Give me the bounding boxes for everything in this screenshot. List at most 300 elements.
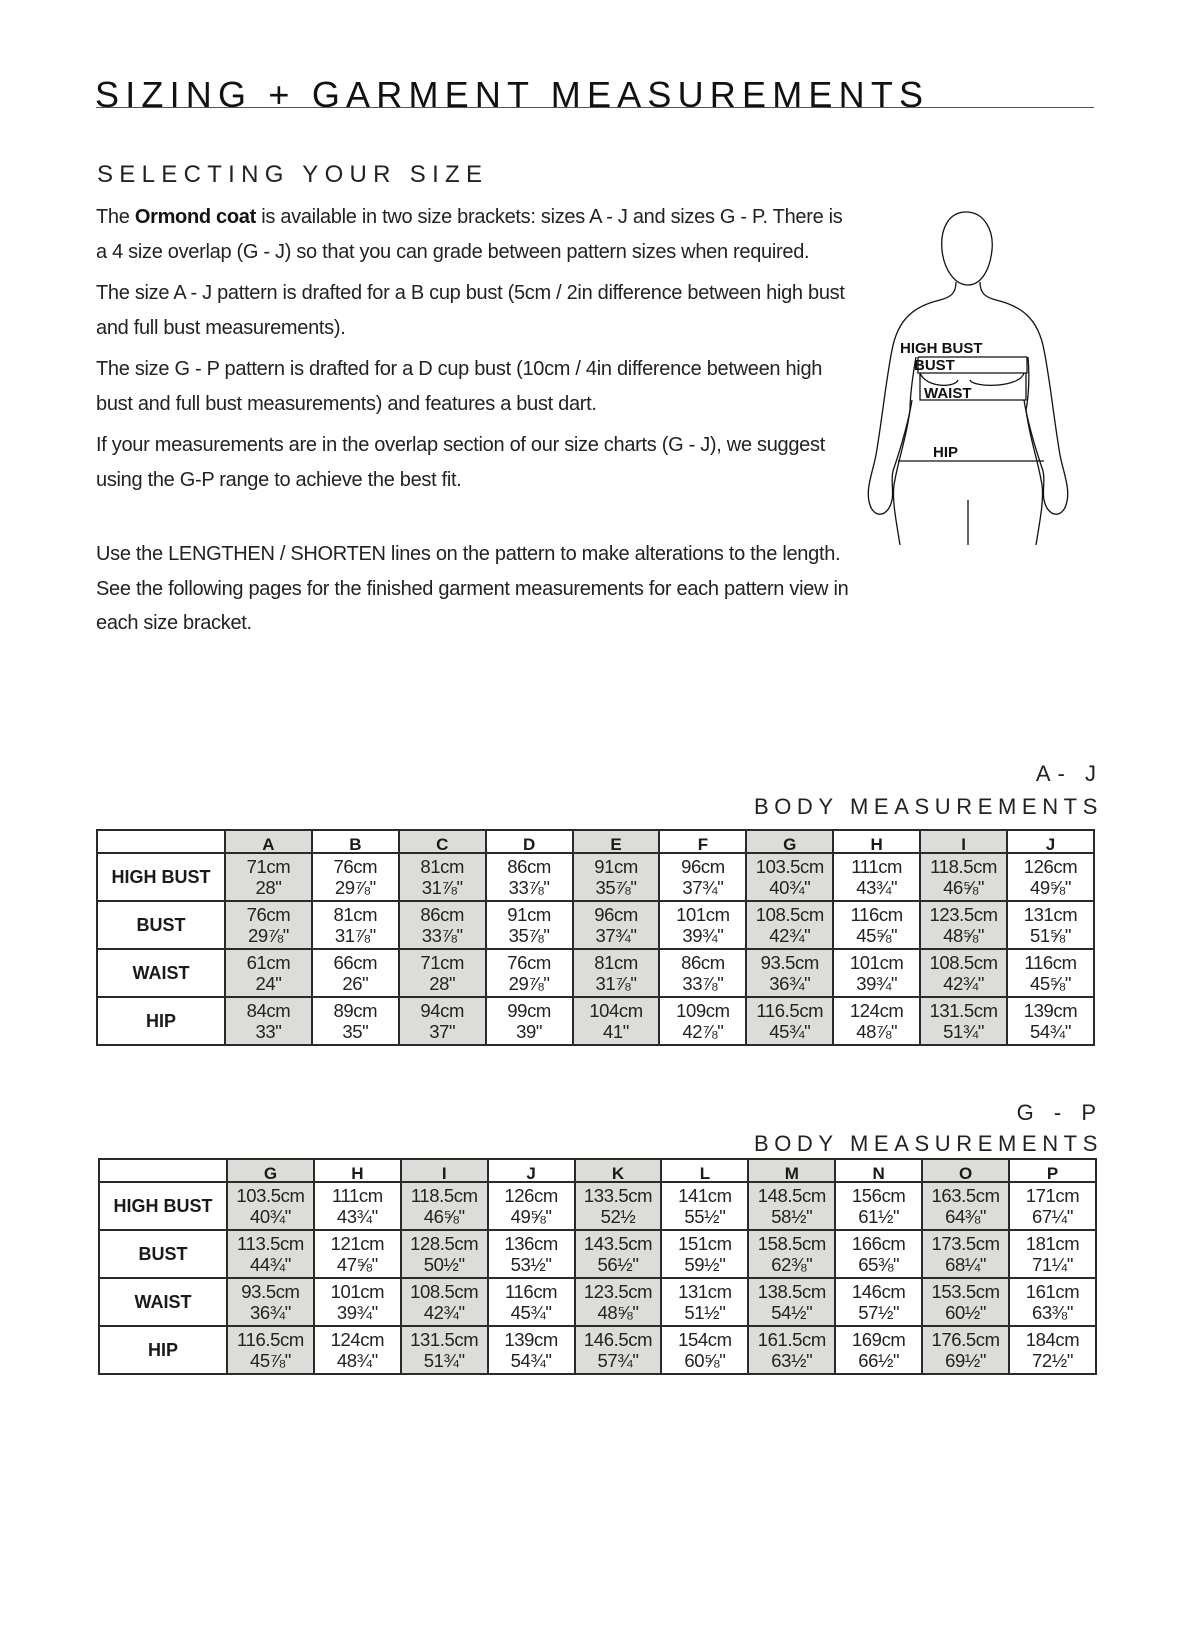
measurement-cell xyxy=(835,1278,922,1326)
value-cm: 118.5cm xyxy=(410,1185,478,1206)
value-cm: 133.5cm xyxy=(583,1185,653,1206)
value-cm: 121cm xyxy=(330,1233,385,1254)
measurement-cell xyxy=(746,949,833,997)
measurement-cell xyxy=(575,1278,662,1326)
value-inches: 51⅝" xyxy=(1030,925,1071,946)
measurement-label: WAIST xyxy=(99,1278,227,1326)
value-inches: 58½" xyxy=(771,1206,813,1227)
measurement-label: HIP xyxy=(99,1326,227,1374)
value-cm: 146.5cm xyxy=(583,1329,653,1350)
value-inches: 44¾" xyxy=(249,1254,291,1275)
value-cm: 71cm xyxy=(246,856,291,877)
measurement-cell xyxy=(748,1326,835,1374)
value-cm: 111cm xyxy=(851,856,903,877)
value-cm: 116cm xyxy=(850,904,903,925)
size-header-row xyxy=(97,830,1094,853)
measurement-row xyxy=(99,1326,1096,1374)
value-inches: 37" xyxy=(429,1021,456,1042)
value-inches: 51¾" xyxy=(943,1021,985,1042)
value-cm: 163.5cm xyxy=(931,1185,1000,1206)
size-header: O xyxy=(922,1159,1009,1182)
measurement-cell xyxy=(312,901,399,949)
corner-cell xyxy=(97,830,225,853)
value-inches: 26" xyxy=(342,973,369,994)
measurement-cell xyxy=(748,1230,835,1278)
value-inches: 45⅝" xyxy=(856,925,898,946)
value-cm: 128.5cm xyxy=(410,1233,479,1254)
value-cm: 91cm xyxy=(507,904,551,925)
value-inches: 46⅝" xyxy=(423,1206,465,1227)
measurement-cell xyxy=(746,997,833,1045)
value-cm: 176.5cm xyxy=(931,1329,1000,1350)
measurement-cell xyxy=(488,1182,575,1230)
measurement-cell xyxy=(488,1326,575,1374)
value-cm: 66cm xyxy=(333,952,378,973)
measurement-cell xyxy=(314,1230,401,1278)
value-cm: 131.5cm xyxy=(410,1329,479,1350)
value-inches: 47⅝" xyxy=(336,1254,378,1275)
size-header: C xyxy=(399,830,486,853)
measurement-cell xyxy=(227,1230,314,1278)
size-header: N xyxy=(835,1159,922,1182)
table-caption-g-p: BODY MEASUREMENTS xyxy=(753,1131,1103,1156)
value-cm: 116.5cm xyxy=(756,1000,824,1021)
measurement-cell xyxy=(314,1278,401,1326)
value-inches: 49⅝" xyxy=(1030,877,1071,898)
measurement-cell xyxy=(833,997,920,1045)
measurement-label: BUST xyxy=(97,901,225,949)
measurement-cell xyxy=(661,1182,748,1230)
value-cm: 126cm xyxy=(504,1185,558,1206)
value-cm: 103.5cm xyxy=(755,856,824,877)
measurement-cell xyxy=(401,1278,488,1326)
value-cm: 101cm xyxy=(849,952,904,973)
measurement-cell xyxy=(833,949,920,997)
body-measurement-figure xyxy=(860,200,1110,545)
value-inches: 45¾" xyxy=(769,1021,811,1042)
value-cm: 169cm xyxy=(851,1329,906,1350)
body-silhouette-icon xyxy=(860,200,1110,545)
value-inches: 68¼" xyxy=(945,1254,987,1275)
measurement-cell xyxy=(922,1278,1009,1326)
value-cm: 154cm xyxy=(678,1329,732,1350)
value-inches: 40¾" xyxy=(249,1206,291,1227)
value-inches: 50½" xyxy=(423,1254,465,1275)
value-inches: 48⅝" xyxy=(943,925,985,946)
value-inches: 39" xyxy=(516,1021,543,1042)
measurement-cell xyxy=(835,1326,922,1374)
title-divider xyxy=(96,107,1094,108)
measurement-cell xyxy=(1009,1278,1096,1326)
measurement-cell xyxy=(225,901,312,949)
value-inches: 28" xyxy=(255,877,282,898)
value-cm: 171cm xyxy=(1025,1185,1080,1206)
measurement-cell xyxy=(312,949,399,997)
value-inches: 49⅝" xyxy=(510,1206,552,1227)
measurement-cell xyxy=(920,853,1007,901)
value-cm: 116cm xyxy=(1024,952,1077,973)
measurement-cell xyxy=(1007,901,1094,949)
measurement-cell xyxy=(746,853,833,901)
value-cm: 108.5cm xyxy=(929,952,998,973)
corner-cell xyxy=(99,1159,227,1182)
measurement-cell xyxy=(1007,853,1094,901)
measurement-cell xyxy=(488,1278,575,1326)
value-inches: 31⅞" xyxy=(334,925,376,946)
value-cm: 86cm xyxy=(507,856,551,877)
measurement-label: HIGH BUST xyxy=(97,853,225,901)
value-cm: 156cm xyxy=(851,1185,906,1206)
value-cm: 94cm xyxy=(420,1000,465,1021)
value-inches: 48⅝" xyxy=(597,1302,639,1323)
size-header: G xyxy=(227,1159,314,1182)
measurement-cell xyxy=(1007,997,1094,1045)
measurement-cell xyxy=(748,1278,835,1326)
value-cm: 84cm xyxy=(246,1000,291,1021)
value-inches: 33" xyxy=(255,1021,282,1042)
measurement-cell xyxy=(748,1182,835,1230)
size-header: H xyxy=(314,1159,401,1182)
value-inches: 33⅞" xyxy=(421,925,463,946)
measurement-cell xyxy=(227,1278,314,1326)
measurement-cell xyxy=(835,1230,922,1278)
size-header: H xyxy=(833,830,920,853)
value-inches: 48⅞" xyxy=(856,1021,898,1042)
value-inches: 60⅝" xyxy=(684,1350,726,1371)
value-inches: 31⅞" xyxy=(421,877,463,898)
value-cm: 103.5cm xyxy=(236,1185,305,1206)
label-bust: BUST xyxy=(914,357,955,374)
value-cm: 116.5cm xyxy=(237,1329,304,1350)
size-header: G xyxy=(746,830,833,853)
measurement-cell xyxy=(1009,1230,1096,1278)
value-inches: 71¼" xyxy=(1032,1254,1073,1275)
value-cm: 99cm xyxy=(507,1000,551,1021)
size-header: P xyxy=(1009,1159,1096,1182)
value-cm: 141cm xyxy=(678,1185,732,1206)
value-cm: 123.5cm xyxy=(929,904,998,925)
measurement-cell xyxy=(225,853,312,901)
size-header: J xyxy=(1007,830,1094,853)
measurement-cell xyxy=(661,1326,748,1374)
measurement-cell xyxy=(486,853,573,901)
size-header: F xyxy=(659,830,746,853)
value-cm: 131cm xyxy=(1023,904,1078,925)
value-cm: 181cm xyxy=(1025,1233,1080,1254)
value-cm: 126cm xyxy=(1023,856,1078,877)
measurement-cell xyxy=(573,901,660,949)
value-inches: 63½" xyxy=(771,1350,813,1371)
value-inches: 45⅝" xyxy=(1030,973,1071,994)
value-inches: 67¼" xyxy=(1032,1206,1073,1227)
intro-text-suffix: is available in two size brackets: sizes A - J and sizes G - P. There is a 4 size overlap (G - J) so that you can grade between pattern sizes when required. xyxy=(96,206,843,263)
measurement-cell xyxy=(225,949,312,997)
measurement-row xyxy=(97,901,1094,949)
measurement-cell xyxy=(922,1230,1009,1278)
value-cm: 161cm xyxy=(1025,1281,1080,1302)
value-inches: 53½" xyxy=(510,1254,552,1275)
value-inches: 63⅜" xyxy=(1032,1302,1073,1323)
measurement-label: WAIST xyxy=(97,949,225,997)
intro-paragraph-4: If your measurements are in the overlap section of our size charts (G - J), we suggest using the G-P range to achieve the best fit. xyxy=(96,434,825,491)
measurement-cell xyxy=(922,1326,1009,1374)
value-cm: 151cm xyxy=(678,1233,732,1254)
value-inches: 36¾" xyxy=(769,973,811,994)
measurement-cell xyxy=(314,1326,401,1374)
value-inches: 66½" xyxy=(858,1350,900,1371)
value-cm: 76cm xyxy=(333,856,378,877)
measurement-cell xyxy=(312,997,399,1045)
value-cm: 136cm xyxy=(504,1233,558,1254)
value-cm: 138.5cm xyxy=(757,1281,826,1302)
value-cm: 173.5cm xyxy=(931,1233,1000,1254)
measurement-cell xyxy=(399,949,486,997)
size-header: D xyxy=(486,830,573,853)
value-cm: 161.5cm xyxy=(757,1329,826,1350)
measurement-cell xyxy=(746,901,833,949)
value-cm: 111cm xyxy=(331,1185,383,1206)
value-inches: 51½" xyxy=(684,1302,726,1323)
value-cm: 158.5cm xyxy=(757,1233,826,1254)
value-inches: 29⅞" xyxy=(247,925,289,946)
measurement-label: HIGH BUST xyxy=(99,1182,227,1230)
value-inches: 48¾" xyxy=(336,1350,378,1371)
size-header: I xyxy=(920,830,1007,853)
measurement-label: HIP xyxy=(97,997,225,1045)
size-chart-g-p xyxy=(98,1158,1097,1375)
size-header-row xyxy=(99,1159,1096,1182)
measurement-cell xyxy=(833,901,920,949)
value-inches: 35⅞" xyxy=(508,925,550,946)
measurement-cell xyxy=(486,901,573,949)
value-cm: 131cm xyxy=(678,1281,732,1302)
size-range-a-j: A- J xyxy=(1035,761,1103,786)
size-header: K xyxy=(575,1159,662,1182)
size-chart-a-j xyxy=(96,829,1095,1046)
value-cm: 76cm xyxy=(507,952,551,973)
measurement-row xyxy=(99,1182,1096,1230)
measurement-cell xyxy=(399,853,486,901)
value-cm: 101cm xyxy=(330,1281,385,1302)
measurement-cell xyxy=(486,949,573,997)
size-header: B xyxy=(312,830,399,853)
value-inches: 69½" xyxy=(945,1350,987,1371)
value-inches: 54¾" xyxy=(510,1350,552,1371)
value-inches: 39¾" xyxy=(682,925,724,946)
value-cm: 108.5cm xyxy=(410,1281,479,1302)
measurement-cell xyxy=(227,1326,314,1374)
value-inches: 54½" xyxy=(771,1302,813,1323)
measurement-cell xyxy=(920,901,1007,949)
value-cm: 124cm xyxy=(330,1329,385,1350)
size-header: M xyxy=(748,1159,835,1182)
value-cm: 96cm xyxy=(681,856,725,877)
value-cm: 143.5cm xyxy=(583,1233,653,1254)
measurement-cell xyxy=(920,949,1007,997)
value-inches: 45¾" xyxy=(510,1302,552,1323)
value-cm: 153.5cm xyxy=(931,1281,1000,1302)
measurement-cell xyxy=(920,997,1007,1045)
intro-paragraph-1 xyxy=(96,200,856,269)
value-cm: 123.5cm xyxy=(583,1281,653,1302)
value-cm: 76cm xyxy=(246,904,291,925)
measurement-cell xyxy=(401,1182,488,1230)
value-cm: 81cm xyxy=(594,952,638,973)
measurement-row xyxy=(99,1230,1096,1278)
measurement-cell xyxy=(401,1326,488,1374)
page-title: SIZING + GARMENT MEASUREMENTS xyxy=(95,74,930,116)
value-inches: 45⅞" xyxy=(249,1350,291,1371)
measurement-cell xyxy=(1009,1182,1096,1230)
value-cm: 61cm xyxy=(246,952,291,973)
value-inches: 39¾" xyxy=(856,973,898,994)
value-inches: 33⅞" xyxy=(508,877,550,898)
table-caption-a-j: BODY MEASUREMENTS xyxy=(753,794,1103,819)
value-cm: 91cm xyxy=(594,856,638,877)
measurement-cell xyxy=(575,1230,662,1278)
value-cm: 93.5cm xyxy=(760,952,819,973)
measurement-cell xyxy=(225,997,312,1045)
measurement-cell xyxy=(401,1230,488,1278)
value-inches: 42¾" xyxy=(943,973,985,994)
value-cm: 86cm xyxy=(420,904,465,925)
value-cm: 113.5cm xyxy=(237,1233,304,1254)
value-cm: 139cm xyxy=(1023,1000,1078,1021)
value-cm: 166cm xyxy=(851,1233,906,1254)
value-inches: 29⅞" xyxy=(334,877,376,898)
size-header: E xyxy=(573,830,660,853)
measurement-cell xyxy=(661,1278,748,1326)
value-cm: 81cm xyxy=(333,904,378,925)
measurement-cell xyxy=(488,1230,575,1278)
value-inches: 31⅞" xyxy=(595,973,637,994)
measurement-cell xyxy=(1009,1326,1096,1374)
measurement-cell xyxy=(661,1230,748,1278)
measurement-cell xyxy=(573,949,660,997)
value-cm: 131.5cm xyxy=(929,1000,998,1021)
value-inches: 35" xyxy=(342,1021,369,1042)
measurement-cell xyxy=(835,1182,922,1230)
value-cm: 118.5cm xyxy=(930,856,997,877)
value-inches: 37¾" xyxy=(682,877,724,898)
measurement-cell xyxy=(833,853,920,901)
value-inches: 72½" xyxy=(1032,1350,1073,1371)
measurement-cell xyxy=(1007,949,1094,997)
value-cm: 89cm xyxy=(333,1000,378,1021)
measurement-cell xyxy=(922,1182,1009,1230)
value-cm: 139cm xyxy=(504,1329,558,1350)
value-cm: 96cm xyxy=(594,904,638,925)
measurement-cell xyxy=(227,1182,314,1230)
value-inches: 43¾" xyxy=(856,877,898,898)
value-inches: 62⅜" xyxy=(771,1254,813,1275)
measurement-cell xyxy=(659,997,746,1045)
value-inches: 24" xyxy=(255,973,282,994)
value-inches: 43¾" xyxy=(336,1206,378,1227)
measurement-label: BUST xyxy=(99,1230,227,1278)
value-inches: 60½" xyxy=(945,1302,987,1323)
intro-text xyxy=(96,200,856,648)
value-cm: 81cm xyxy=(420,856,465,877)
value-inches: 36¾" xyxy=(249,1302,291,1323)
value-inches: 42⅞" xyxy=(682,1021,724,1042)
label-high-bust: HIGH BUST xyxy=(900,340,983,357)
measurement-cell xyxy=(659,901,746,949)
value-inches: 56½" xyxy=(597,1254,639,1275)
value-inches: 55½" xyxy=(684,1206,726,1227)
measurement-cell xyxy=(659,949,746,997)
measurement-cell xyxy=(573,853,660,901)
section-heading: SELECTING YOUR SIZE xyxy=(97,160,489,188)
size-header: L xyxy=(661,1159,748,1182)
value-cm: 109cm xyxy=(676,1000,730,1021)
intro-paragraph-2: The size A - J pattern is drafted for a B cup bust (5cm / 2in difference between high bust and full bust measurements). xyxy=(96,282,845,339)
value-inches: 37¾" xyxy=(595,925,637,946)
value-inches: 40¾" xyxy=(769,877,811,898)
measurement-cell xyxy=(399,901,486,949)
value-cm: 104cm xyxy=(589,1000,643,1021)
intro-text-prefix: The xyxy=(96,206,135,228)
value-cm: 93.5cm xyxy=(241,1281,300,1302)
measurement-cell xyxy=(399,997,486,1045)
measurement-cell xyxy=(312,853,399,901)
measurement-cell xyxy=(314,1182,401,1230)
value-inches: 39¾" xyxy=(336,1302,378,1323)
value-cm: 101cm xyxy=(676,904,730,925)
size-header: J xyxy=(488,1159,575,1182)
measurement-cell xyxy=(575,1182,662,1230)
intro-paragraph-3: The size G - P pattern is drafted for a D cup bust (10cm / 4in difference between high bust and full bust measurements) and features a bust dart. xyxy=(96,358,823,415)
value-inches: 52½ xyxy=(600,1206,636,1227)
value-inches: 46⅝" xyxy=(943,877,985,898)
value-cm: 146cm xyxy=(851,1281,906,1302)
value-cm: 86cm xyxy=(681,952,725,973)
measurement-row xyxy=(97,853,1094,901)
value-inches: 28" xyxy=(429,973,456,994)
value-cm: 148.5cm xyxy=(757,1185,826,1206)
value-inches: 41" xyxy=(603,1021,629,1042)
size-header: I xyxy=(401,1159,488,1182)
label-waist: WAIST xyxy=(924,385,972,402)
value-inches: 64⅜" xyxy=(945,1206,987,1227)
value-cm: 71cm xyxy=(420,952,465,973)
value-inches: 33⅞" xyxy=(682,973,724,994)
measurement-cell xyxy=(659,853,746,901)
value-inches: 29⅞" xyxy=(508,973,550,994)
label-hip: HIP xyxy=(933,444,959,461)
value-inches: 51¾" xyxy=(423,1350,465,1371)
value-inches: 65⅜" xyxy=(858,1254,900,1275)
measurement-cell xyxy=(486,997,573,1045)
value-inches: 59½" xyxy=(684,1254,726,1275)
value-inches: 35⅞" xyxy=(595,877,637,898)
value-inches: 42¾" xyxy=(769,925,811,946)
value-inches: 61½" xyxy=(858,1206,900,1227)
value-cm: 184cm xyxy=(1025,1329,1080,1350)
value-cm: 116cm xyxy=(505,1281,558,1302)
measurement-cell xyxy=(573,997,660,1045)
value-inches: 57½" xyxy=(858,1302,900,1323)
product-name: Ormond coat xyxy=(134,206,256,228)
value-inches: 57¾" xyxy=(597,1350,639,1371)
intro-paragraph-5: Use the LENGTHEN / SHORTEN lines on the pattern to make alterations to the length. See the following pages for the finished garment measurements for each pattern view in each size bracket. xyxy=(96,543,849,634)
size-range-g-p: G - P xyxy=(1016,1100,1103,1125)
size-header: A xyxy=(225,830,312,853)
measurement-row xyxy=(97,997,1094,1045)
value-cm: 108.5cm xyxy=(755,904,824,925)
measurement-row xyxy=(97,949,1094,997)
value-inches: 54¾" xyxy=(1030,1021,1071,1042)
